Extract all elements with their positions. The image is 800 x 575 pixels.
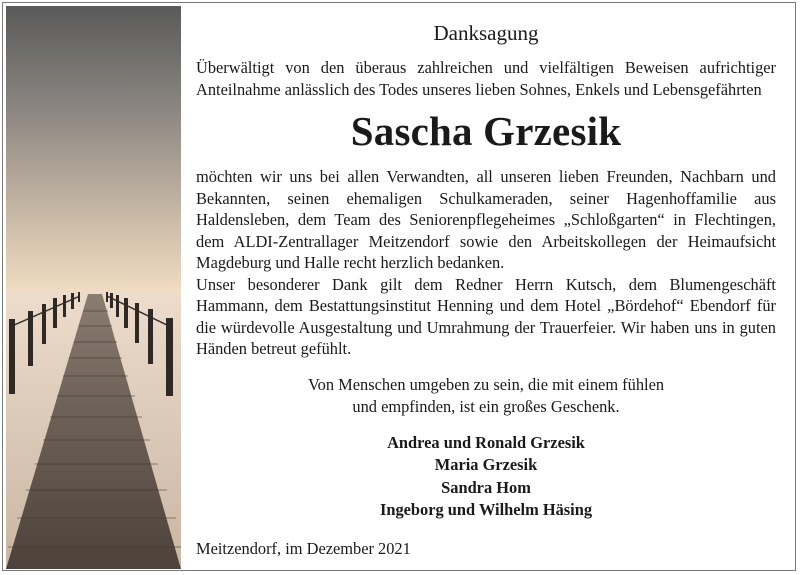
thanks-paragraph-1: möchten wir uns bei allen Verwandten, all unseren lieben Freunden, Nachbarn und Bekannten, seinen ehemaligen Schulkameraden, seiner Hagenhoffamilie aus Haldensleben, dem Team des Seniorenpflegeheimes „Schloßgarten“ in Flechtingen, dem ALDI-Zentrallager Meitzendorf sowie den Arbeitskollegen der Heimaufsicht Magdeburg und Halle recht herzlich bedanken. [196, 167, 776, 272]
quote-line: Von Menschen umgeben zu sein, die mit einem fühlen [307, 374, 665, 394]
deceased-name: Sascha Grzesik [350, 108, 622, 154]
signers-list [196, 432, 776, 522]
place-date: Meitzendorf, im Dezember 2021 [196, 538, 411, 558]
signer-name: Ingeborg und Wilhelm Häsing [379, 500, 593, 519]
pier-photo [6, 6, 181, 569]
signer-name: Maria Grzesik [434, 455, 538, 474]
quote [196, 374, 776, 418]
quote-line: und empfinden, ist ein großes Geschenk. [352, 396, 620, 416]
intro-paragraph: Überwältigt von den überaus zahlreichen und vielfältigen Beweisen aufrichtiger Anteilnahme anlässlich des Todes unseres lieben Sohnes, Enkels und Lebensgefährten [196, 58, 776, 99]
signer-name: Sandra Hom [441, 477, 531, 497]
notice-text [196, 6, 776, 569]
signer-name: Andrea und Ronald Grzesik [387, 432, 585, 452]
notice-heading: Danksagung [433, 21, 539, 45]
thanks-paragraph-2: Unser besonderer Dank gilt dem Redner Herrn Kutsch, dem Blumengeschäft Hammann, dem Bestattungsinstitut Henning und dem Hotel „Bördehof“ Ebendorf für die würdevolle Ausgestaltung und Umrahmung der Trauerfeier. Wir haben uns in guten Händen betreut gefühlt. [196, 274, 776, 358]
